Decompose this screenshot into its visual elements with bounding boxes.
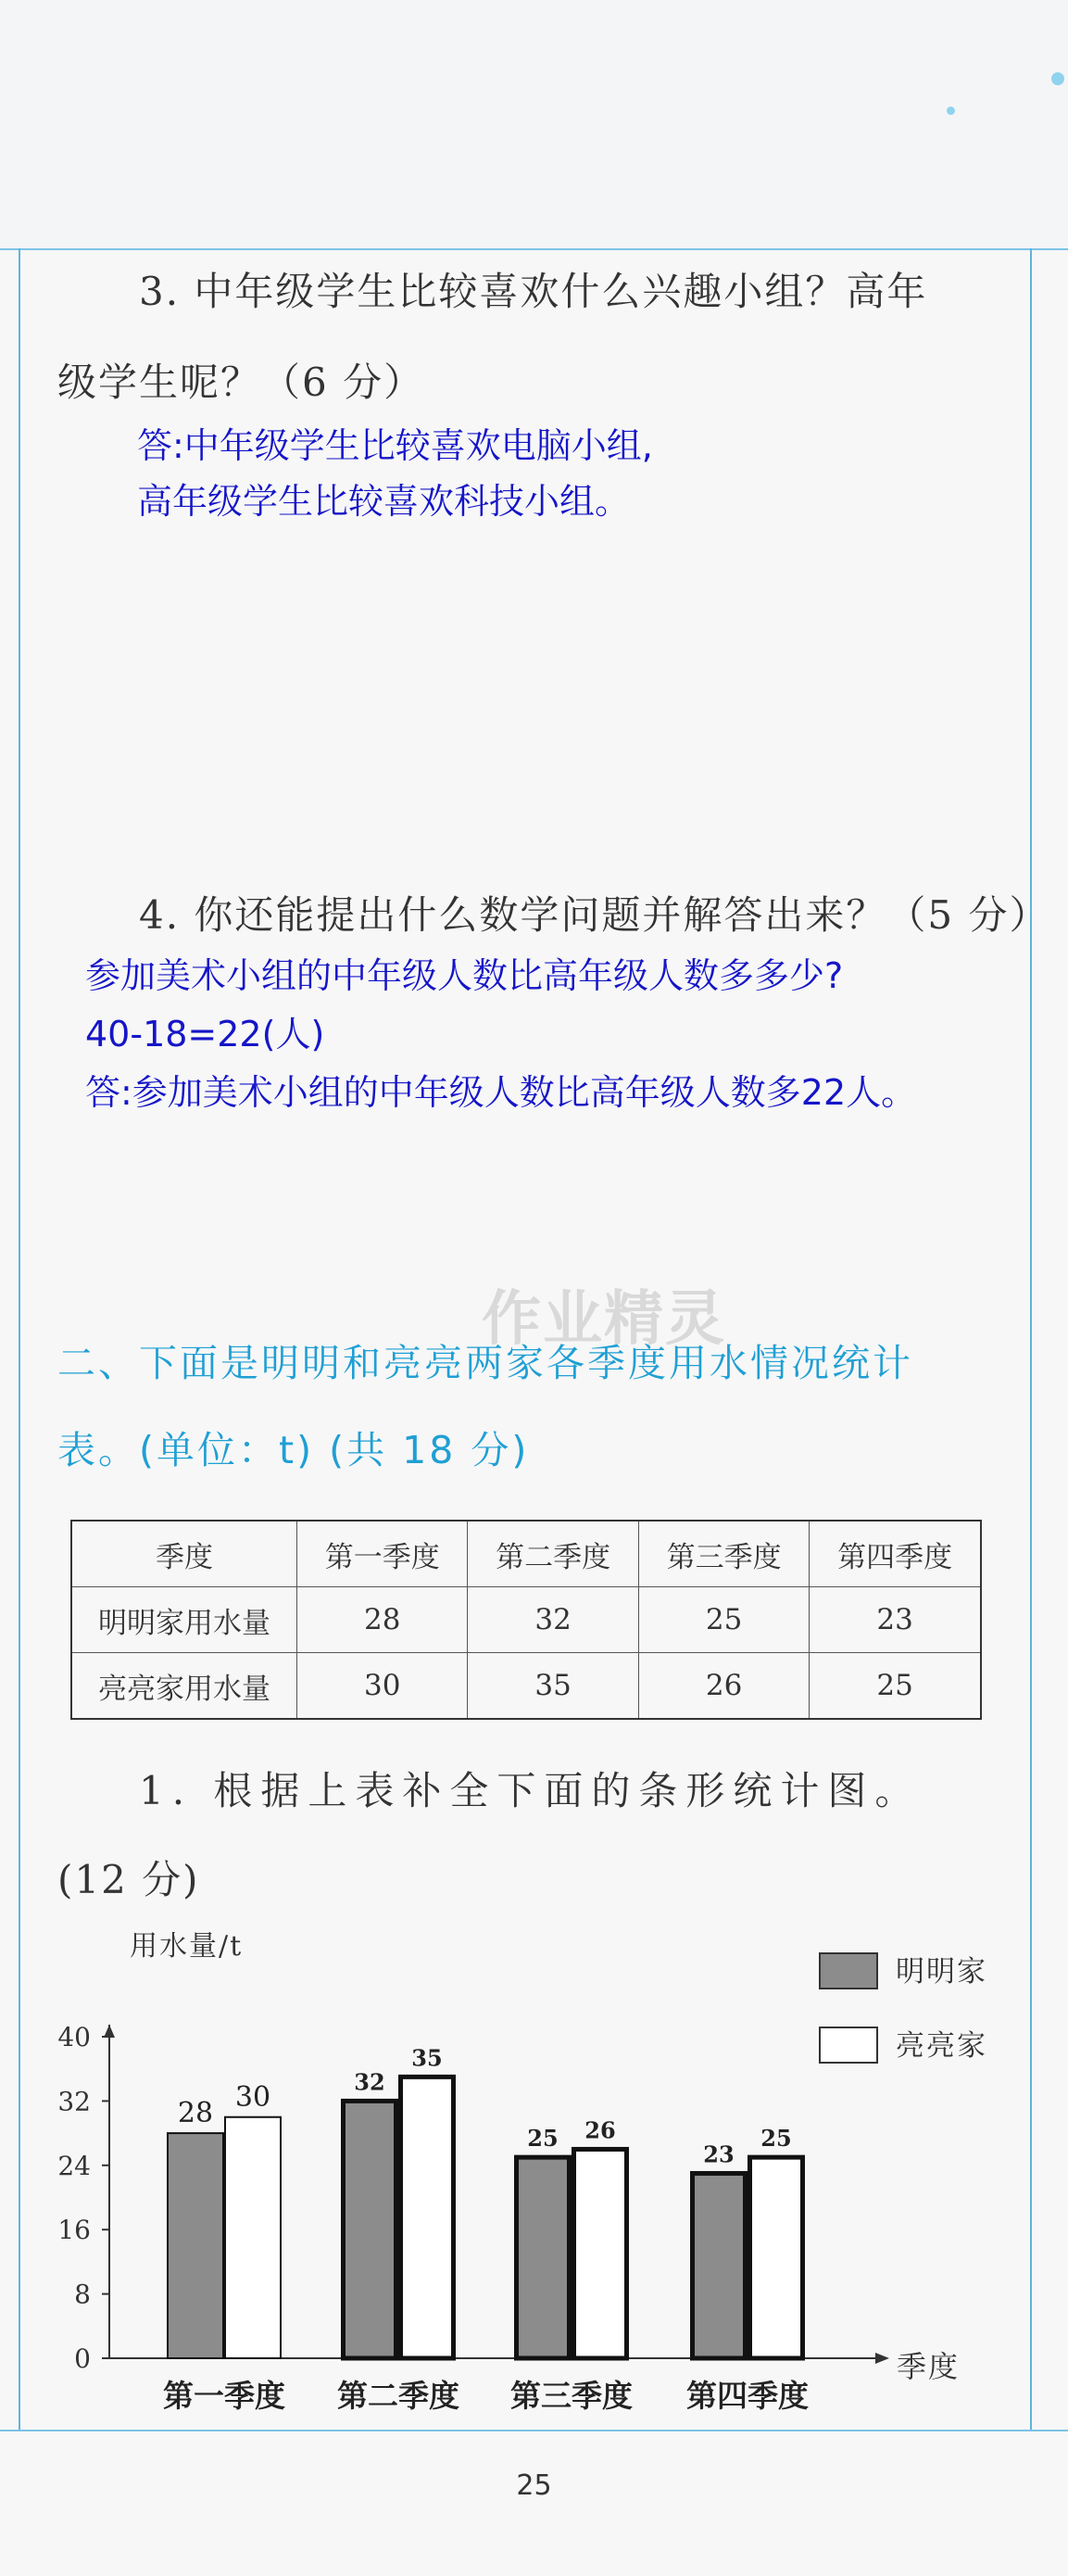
y-tick-label: 8 xyxy=(74,2279,91,2310)
sub-question-1-line-1: 1. 根据上表补全下面的条形统计图。 xyxy=(139,1768,923,1813)
question-3-answer-line-2: 高年级学生比较喜欢科技小组。 xyxy=(137,481,631,522)
question-4-answer-line-2: 40-18=22(人) xyxy=(85,1014,325,1054)
bar-data-label: 28 xyxy=(177,2097,214,2130)
question-3-answer-line-1: 答:中年级学生比较喜欢电脑小组, xyxy=(137,425,653,466)
top-margin xyxy=(0,0,1068,248)
x-tick-label: 第三季度 xyxy=(510,2378,633,2414)
table-row xyxy=(71,1587,981,1653)
decorative-dot xyxy=(947,107,955,115)
y-tick-label: 24 xyxy=(57,2150,91,2181)
section-2-title-line-2: 表。(单位：t) (共 18 分) xyxy=(57,1428,530,1472)
x-tick-label: 第四季度 xyxy=(686,2378,809,2414)
table-cell: 26 xyxy=(638,1653,809,1720)
x-tick-label: 第二季度 xyxy=(337,2378,459,2414)
table-cell: 25 xyxy=(638,1587,809,1653)
table-cell: 23 xyxy=(810,1587,981,1653)
bar-data-label: 35 xyxy=(411,2044,443,2072)
table-header-row xyxy=(71,1521,981,1587)
sub-question-1-line-2: (12 分) xyxy=(57,1857,200,1902)
y-tick-label: 0 xyxy=(74,2343,91,2374)
bar-liangliang xyxy=(750,2157,803,2358)
bar-data-label: 26 xyxy=(584,2116,616,2144)
bar-mingming xyxy=(168,2133,223,2358)
water-usage-table xyxy=(70,1520,982,1720)
table-cell: 第四季度 xyxy=(810,1521,981,1587)
bar-liangliang xyxy=(401,2077,454,2358)
question-3-line-2: 级学生呢？（6 分） xyxy=(57,360,425,405)
bar-data-label: 25 xyxy=(760,2125,792,2153)
table-cell: 亮亮家用水量 xyxy=(71,1653,297,1720)
table-cell: 第三季度 xyxy=(638,1521,809,1587)
bar-liangliang xyxy=(225,2117,281,2358)
x-tick-label: 第一季度 xyxy=(163,2378,285,2414)
decorative-dot xyxy=(1051,72,1064,85)
table-row xyxy=(71,1653,981,1720)
bar-data-label: 23 xyxy=(703,2140,735,2168)
x-axis-arrow xyxy=(875,2353,889,2364)
y-tick-label: 40 xyxy=(57,2022,91,2052)
legend-label: 明明家 xyxy=(896,1955,987,1989)
y-axis-arrow xyxy=(104,2025,115,2038)
table-cell: 第一季度 xyxy=(297,1521,468,1587)
legend-label: 亮亮家 xyxy=(896,2029,987,2063)
legend-swatch xyxy=(820,1953,877,1989)
x-axis-title: 季度 xyxy=(897,2349,961,2384)
frame-bottom-border xyxy=(0,2430,1068,2431)
question-3-line-1: 3. 中年级学生比较喜欢什么兴趣小组？高年 xyxy=(139,269,928,314)
bar-data-label: 25 xyxy=(527,2125,559,2153)
page-number: 25 xyxy=(516,2469,552,2502)
frame-top-border xyxy=(0,248,1068,250)
table-cell: 28 xyxy=(297,1587,468,1653)
section-2-title-line-1: 二、下面是明明和亮亮两家各季度用水情况统计 xyxy=(57,1341,913,1385)
bar-mingming xyxy=(344,2101,396,2358)
table-cell: 25 xyxy=(810,1653,981,1720)
question-4-answer-line-1: 参加美术小组的中年级人数比高年级人数多多少? xyxy=(85,955,844,996)
y-axis-title: 用水量/t xyxy=(130,1930,244,1963)
legend-swatch xyxy=(820,2027,877,2063)
bar-data-label: 32 xyxy=(354,2068,385,2096)
y-tick-label: 32 xyxy=(57,2086,91,2117)
table-cell: 30 xyxy=(297,1653,468,1720)
bar-mingming xyxy=(693,2173,746,2358)
table-cell: 季度 xyxy=(71,1521,297,1587)
watermark-logo: 作业精灵 xyxy=(482,1285,726,1354)
table-cell: 第二季度 xyxy=(468,1521,638,1587)
y-tick-label: 16 xyxy=(57,2215,91,2246)
bar-chart xyxy=(0,1909,1068,2428)
question-4-line: 4. 你还能提出什么数学问题并解答出来？（5 分） xyxy=(139,892,1050,938)
bar-data-label: 30 xyxy=(234,2080,271,2114)
bar-mingming xyxy=(517,2157,570,2358)
table-cell: 明明家用水量 xyxy=(71,1587,297,1653)
table-cell: 35 xyxy=(468,1653,638,1720)
table-cell: 32 xyxy=(468,1587,638,1653)
bar-liangliang xyxy=(574,2149,627,2358)
question-4-answer-line-3: 答:参加美术小组的中年级人数比高年级人数多22人。 xyxy=(85,1072,917,1113)
